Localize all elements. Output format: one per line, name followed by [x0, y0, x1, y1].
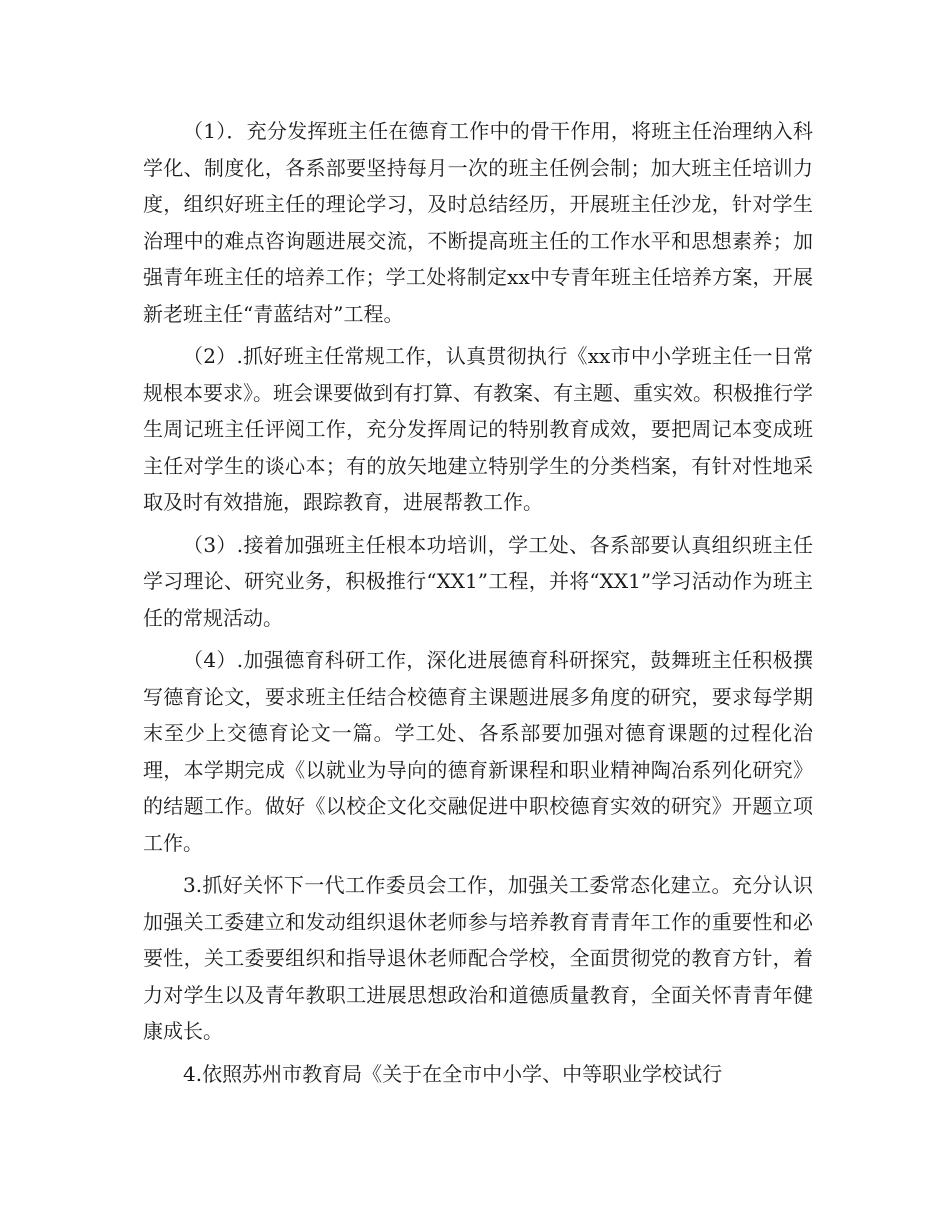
paragraph-4: （4）.加强德育科研工作，深化进展德育科研探究，鼓舞班主任积极撰写德育论文，要求班主任结合校德育主课题进展多角度的研究，要求每学期末至少上交德育论文一篇。学工处、各系部要加强对德育课题的过程化治理，本学期完成《以就业为导向的德育新课程和职业精神陶冶系列化研究》的结题工作。做好《以校企文化交融促进中职校德育实效的研究》开题立项工作。 [143, 648, 813, 855]
document-page [143, 113, 813, 1098]
paragraph-5: 3.抓好关怀下一代工作委员会工作，加强关工委常态化建立。充分认识加强关工委建立和发动组织退休老师参与培养教育青青年工作的重要性和必要性，关工委要组织和指导退休老师配合学校，全面贯彻党的教育方针，着力对学生以及青年教职工进展思想政治和道德质量教育，全面关怀青青年健康成长。 [143, 873, 813, 1043]
paragraph-6: 4.依照苏州市教育局《关于在全市中小学、中等职业学校试行 [183, 1061, 723, 1086]
paragraph-2: （2）.抓好班主任常规工作，认真贯彻执行《xx市中小学班主任一日常规根本要求》。班会课要做到有打算、有教案、有主题、重实效。积极推行学生周记班主任评阅工作，充分发挥周记的特别教育成效，要把周记本变成班主任对学生的谈心本；有的放矢地建立特别学生的分类档案，有针对性地采取及时有效措施，跟踪教育，进展帮教工作。 [143, 344, 813, 514]
paragraph-1: （1）．充分发挥班主任在德育工作中的骨干作用，将班主任治理纳入科学化、制度化，各系部要坚持每月一次的班主任例会制；加大班主任培训力度，组织好班主任的理论学习，及时总结经历，开展班主任沙龙，针对学生治理中的难点咨询题进展交流，不断提高班主任的工作水平和思想素养；加强青年班主任的培养工作；学工处将制定xx中专青年班主任培养方案，开展新老班主任“青蓝结对”工程。 [143, 119, 813, 326]
paragraph-3: （3）.接着加强班主任根本功培训，学工处、各系部要认真组织班主任学习理论、研究业务，积极推行“XX1”工程，并将“XX1”学习活动作为班主任的常规活动。 [143, 532, 813, 630]
